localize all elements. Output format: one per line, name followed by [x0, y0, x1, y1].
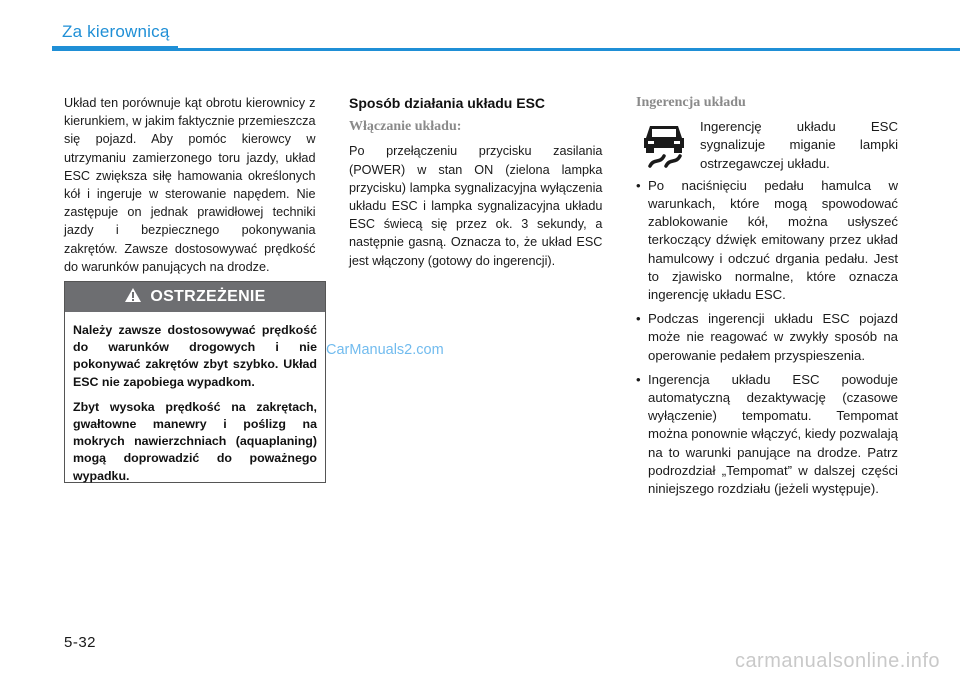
bullet-text: Podczas ingerencji układu ESC pojazd może nie reagować w zwykły sposób na operowanie pedałem przyspieszenia.	[648, 311, 898, 363]
intro-paragraph: Układ ten porównuje kąt obrotu kierownicy z kierunkiem, w jakim faktycznie przemieszcza się pojazd. Aby pomóc kierowcy w utrzymaniu zamierzonego toru jazdy, układ ESC zwiększa siłę hamowania określonych kół i ingeruje w sterowanie napędem. Nie zastępuje on jednak prawidłowej techniki jazdy i bezpiecznego pokonywania zakrętów. Zawsze dostosowywać prędkość do warunków panujących na drodze.	[64, 95, 316, 274]
list-item	[636, 310, 898, 365]
watermark-text[interactable]: CarManuals2.com	[326, 342, 444, 358]
warning-triangle-icon	[124, 287, 142, 308]
esc-activation-paragraph: Po przełączeniu przycisku zasilania (POWER) w stan ON (zielona lampka przycisku) lampka sygnalizacyjna wyłączenia układu ESC i lampka sygnalizacyjna układu ESC świecą się przez ok. 3 sekundy, a następnie gasną. Oznacza to, że układ ESC jest włączony (gotowy do ingerencji).	[349, 143, 603, 268]
warning-body	[65, 312, 325, 485]
bullet-text: Ingerencja układu ESC powoduje automatyczną dezaktywację (czasowe wyłączenie) tempomatu. Tempomat można ponownie włączyć, kiedy pozwalają na to warunki panujące na drodze. Patrz podrozdział „Tempomat” w dalszej części niniejszego rozdziału (jeżeli występuje).	[648, 371, 898, 497]
page-number: 5-32	[64, 634, 97, 651]
footer-watermark[interactable]: carmanualsonline.info	[734, 650, 940, 672]
bullet-dot: •	[636, 177, 641, 193]
warning-paragraph-2: Zbyt wysoka prędkość na zakrętach, gwałtowne manewry i poślizg na mokrych nawierzchniach (aquaplaning) mogą doprowadzić do poważnego wypadku.	[73, 399, 317, 483]
warning-box	[64, 281, 326, 483]
section-header-title: Za kierownicą	[62, 22, 170, 41]
warning-title: OSTRZEŻENIE	[150, 288, 266, 305]
column-left	[64, 94, 326, 276]
subsection-title-intervention: Ingerencja układu	[636, 95, 746, 110]
warning-header	[65, 282, 325, 312]
column-right	[636, 94, 898, 504]
bullet-dot: •	[636, 311, 641, 327]
header-divider-accent	[52, 46, 178, 51]
header-divider	[52, 48, 960, 51]
column-middle	[349, 94, 613, 270]
warning-paragraph-1: Należy zawsze dostosowywać prędkość do warunków drogowych i nie pokonywać zakrętów zbyt szybko. Układ ESC nie zapobiega wypadkom.	[73, 323, 317, 389]
bullet-dot: •	[636, 371, 641, 387]
intervention-bullet-list	[636, 177, 898, 498]
subsection-title: Włączanie układu:	[349, 119, 462, 135]
list-item	[636, 177, 898, 304]
esc-skid-car-icon	[636, 118, 692, 172]
list-item	[636, 371, 898, 498]
esc-intro-row	[636, 118, 898, 173]
section-title: Sposób działania układu ESC	[349, 95, 546, 111]
esc-intro-text: Ingerencję układu ESC sygnalizuje miganie lampki ostrzegawczej układu.	[700, 119, 898, 171]
bullet-text: Po naciśnięciu pedału hamulca w warunkach, które mogą spowodować zablokowanie kół, można usłyszeć terkoczący dźwięk emitowany przez układ hamulcowy i odczuć drgania pedału. Jest to zjawisko normalne, które oznacza ingerencję układu ESC.	[648, 177, 898, 303]
